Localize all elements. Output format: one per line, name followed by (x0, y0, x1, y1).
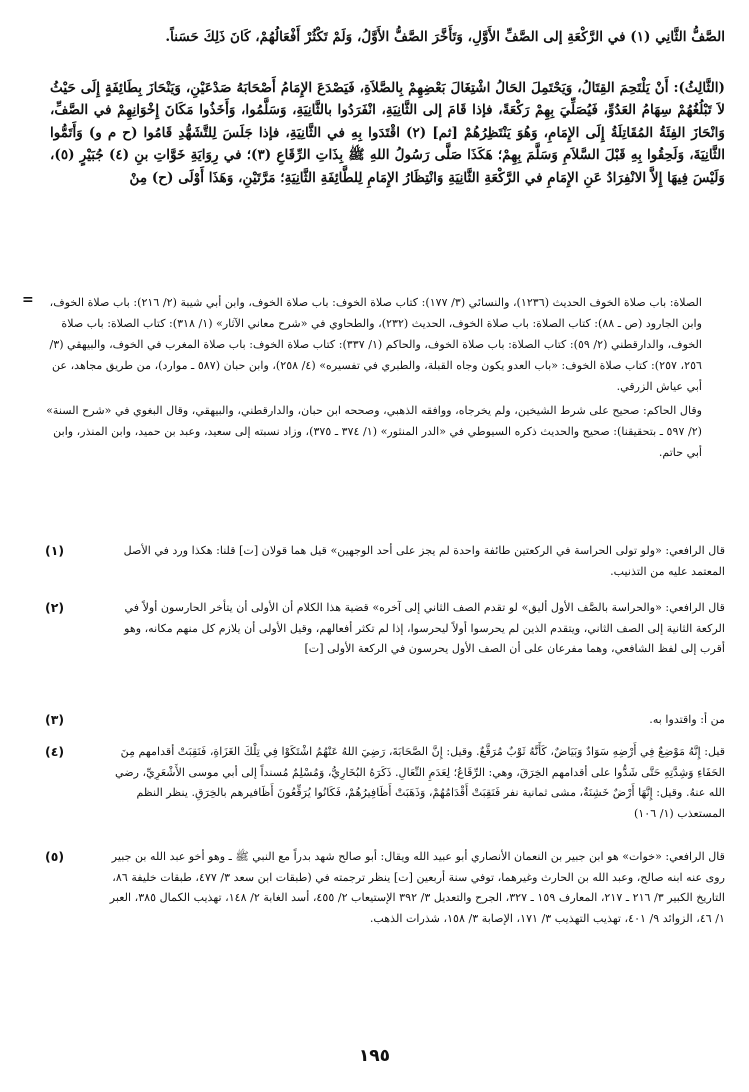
footnote-number: (٥) (45, 849, 65, 864)
references-paragraph-1: الصلاة: باب صلاة الخوف الحديث (١٢٣٦)، والنسائي (٣/ ١٧٧): كتاب صلاة الخوف: باب صلاة الخوف، وابن أبي شيبة (٢/ ٢١٦): باب صلاة الخوف، وابن الجارود (ص ـ ٨٨): كتاب الصلاة: باب صلاة الخوف، الحديث (٢٣٢)، والطحاوي في «شرح معاني الآثار» (١/ ٣١٨): كتاب الصلاة: باب صلاة الخوف، والدارقطني (٢/ ٥٩): كتاب الصلاة: باب صلاة الخوف، والحاكم (١/ ٣٣٧): كتاب صلاة الخوف: باب صلاة المغرب في الخوف، والبيهقي (٣/ ٢٥٦، ٢٥٧): كتاب صلاة الخوف: «باب العدو يكون وجاه القبلة، والطبري في تفسيره» (٤/ ٢٥٨)، وابن حبان (٥٨٧ ـ موارد)، من طريق مجاهد، عن أبي عياش الزرقي. (49, 296, 702, 393)
references-block (38, 292, 702, 466)
footnote-text: قيل: إِنَّهُ مَوْضِعٌ فِي أَرْضِهِ سَوَادٌ وَبَيَاضٌ، كَأَنَّهُ ثَوْبٌ مُرَقَّعٌ. وقيل: إِنَّ الصَّحَابَةَ، رَضِيَ اللهُ عَنْهُمُ اشْتَكَوْا فِي تِلْكَ الغَزَاةِ، فَنَقِبَتْ أقدامهم مِنَ الحَفَاءِ وَشِدَّتِهِ حَتَّى شَدُّوا على أقدامهم الخِرَقَ، وهي: الرِّقَاعُ؛ لِعَدَمِ النِّعَالِ. ذَكَرَهُ البُخَارِيُّ، وَمُسْلِمٌ مُسنداً إلى أبي موسى الأَشْعَرِيِّ، رضي الله عنهُ. وقيل: إِنَّهَا أَرْضٌ خَشِنَةٌ، مشى ثمانية نفر فَنَقِبَتْ أَقْدَامُهُمْ، وَذَهَبَتْ أَظَافِيرُهُمْ، فَكَانُوا يُرَقِّعُونَ أَظَافيرهم بالخِرَقِ. ينظر النظم المستعذب (١/ ١٠٦) (115, 745, 725, 820)
footnote-4 (45, 742, 725, 824)
footnote-number: (٣) (45, 712, 65, 727)
footnote-2 (45, 598, 725, 660)
continuation-mark: = (22, 292, 34, 308)
footnote-number: (٤) (45, 744, 65, 759)
footnote-text: قال الرافعي: «والحراسة بالصَّف الأول أليق» لو تقدم الصف الثاني إلى آخره» قضية هذا الكلام أن الأولى أن يتأخر الحارسون أولاً في الركعة الثانية إلى الصف الثاني، ويتقدم الذين لم يحرسوا أولاً ليحرسوا، إذا لم تكثر أفعالهم، وقيل الأولى أن يلازم كل منهم مكانه، وهو أقرب إلى لفظ الشافعي، وهما مفرعان على أن الصف الأول يحرسون في الركعة الأولى [ت] (124, 601, 725, 655)
footnote-text: من أ: واقتدوا به. (649, 713, 725, 726)
references-paragraph-2: وقال الحاكم: صحيح على شرط الشيخين، ولم يخرجاه، ووافقه الذهبي، وصححه ابن حبان، والدارقطني، والبيهقي، وقال البغوي في «شرح السنة» (٢/ ٥٩٧ ـ بتحقيقنا): صحيح والحديث ذكره السيوطي في «الدر المنثور» (١/ ٣٧٤ ـ ٣٧٥)، وزاد نسبته إلى سعيد، وعبد بن حميد، وابن المنذر، وابن أبي حاتم. (46, 404, 702, 459)
footnote-number: (١) (45, 543, 65, 558)
footnote-number: (٢) (45, 600, 65, 615)
footnote-3 (45, 710, 725, 731)
main-paragraph-1: الصَّفُّ الثَّانِي (١) في الرَّكْعَةِ إلى الصَّفِّ الأَوَّلِ، وَتَأَخَّرَ الصَّفُّ الأَوَّلُ، وَلَمْ تَكْثُرْ أَفْعَالُهُمْ، كَانَ ذَلِكَ حَسَناً. (165, 29, 725, 45)
main-paragraph-2: (الثَّالِثُ): أَنْ يَلْتَحِمَ القِتَالُ، وَيَحْتَمِلَ الحَالُ اشْتِغَالَ بَعْضِهِمْ بِالصَّلاَةِ، فَيَصْدَعَ الإِمَامُ أَصْحَابَهُ صَدْعَيْنِ، وَيَنْحَازَ بِطَائِفَةٍ إِلَى حَيْثُ لاَ تَبْلُغُهُمْ سِهَامُ العَدُوِّ، فَيُصَلِّيَ بِهِمْ رَكْعَةً، فإذا قَامَ إلى الثَّانِيَةِ، انْفَرَدُوا بالثَّانِيَةِ، وَسَلَّمُوا، وَأَخَذُوا مَكَانَ إِخْوَانِهِمْ في الصَّفِّ، وَانْحَازَ الفِئَةُ المُقَاتِلَةُ إِلَى الإِمَامِ، وَهُوَ يَنْتَظِرُهُمْ [ثم] (٢) اقْتَدَوا بِهِ في الثَّانِيَةِ، فإذا جَلَسَ لِلتَّشَهُّدِ قَامُوا (ح م و) وَأَتَمُّوا الثَّانِيَةَ، وَلَحِقُوا بِهِ قَبْلَ السَّلاَمِ وَسَلَّمَ بِهِمْ؛ هَكَذَا صَلَّى رَسُولُ اللهِ ﷺ بِذَاتِ الرِّقَاعِ (٣)؛ في رِوَايَةِ خَوَّاتِ بنِ (٤) جُبَيْرٍ (٥)، وَلَيْسَ فِيهَا إِلاَّ الانْفِرَادُ عَنِ الإِمَامِ في الرَّكْعَةِ الثَّانِيَةِ وَانْتِظَارُ الإِمَامِ لِلطَّائِفَةِ الثَّانِيَةِ؛ مَرَّتَيْنِ، وَهَذَا أَوْلَى (ح) مِنْ (50, 79, 725, 186)
main-text (50, 26, 725, 190)
footnote-5 (45, 847, 725, 929)
footnote-text: قال الرافعي: «خوات» هو ابن جبير بن النعمان الأنصاري أبو عبيد الله ويقال: أبو صالح شهد بدراً مع النبي ﷺ ـ وهو أخو عبد الله بن جبير روى عنه ابنه صالح، وعبد الله بن الحارث وغيرهما، توفي سنة أربعين [ت] ينظر ترجمته في (طبقات ابن سعد ٣/ ٤٧٧، طبقات خليفة ٨٦، التاريخ الكبير ٣/ ٢١٦ ـ ٢١٧، المعارف ١٥٩ ـ ٣٢٧، الجرح والتعديل ٣/ ٣٩٢ الإستيعاب ٢/ ٤٥٥، أسد الغابة ٢/ ١٤٨، تهذيب الكمال ٣٨٥، العبر ١/ ٤٦، الزوائد ٩/ ٤٠١، تهذيب التهذيب ٣/ ١٧١، الإصابة ٣/ ١٥٨، شذرات الذهب. (109, 850, 725, 925)
footnote-text: قال الرافعي: «ولو تولى الحراسة في الركعتين طائفة واحدة لم يجز على أحد الوجهين» قيل هما قولان [ت] قلنا: هكذا ورد في الأصل المعتمد عليه من التذنيب. (123, 544, 725, 578)
page-number: ١٩٥ (358, 1046, 391, 1066)
footnote-1 (45, 541, 725, 582)
